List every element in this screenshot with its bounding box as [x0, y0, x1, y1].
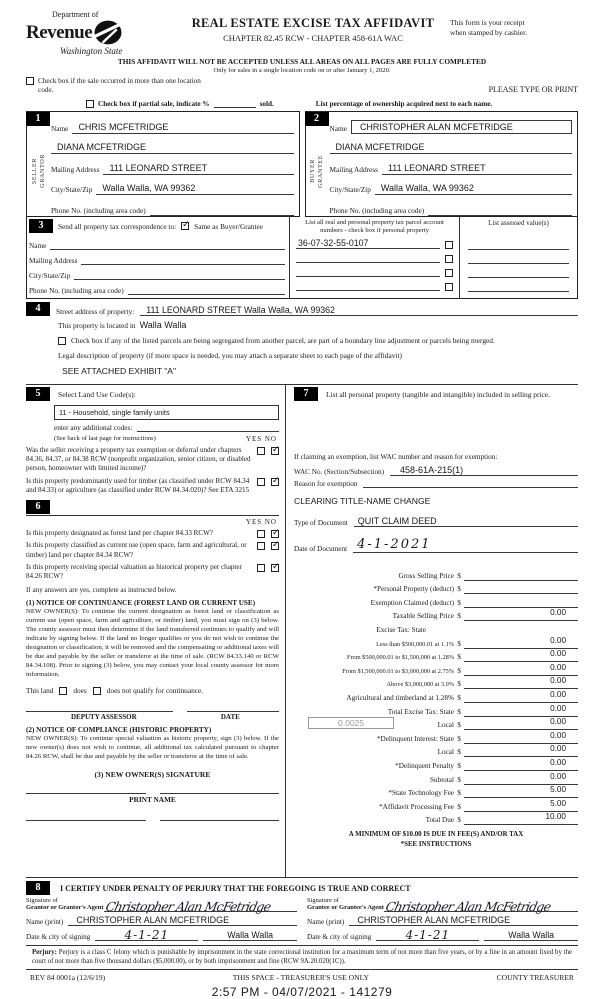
grantor-signature-line[interactable]	[104, 898, 297, 912]
tax-amount-value: 0.00	[550, 730, 566, 740]
this-land-label: This land	[26, 686, 54, 696]
parcel-number-field[interactable]	[296, 276, 440, 277]
assessor-date-label: DATE	[220, 713, 240, 722]
s3-name-field[interactable]	[50, 249, 285, 250]
parcel-number-field[interactable]	[296, 262, 440, 263]
same-as-buyer-checkbox[interactable]	[181, 222, 189, 230]
tax-amount-value: 0.00	[550, 676, 566, 686]
send-correspondence-label: Send all property tax correspondence to:	[58, 221, 177, 231]
assessed-value-field[interactable]	[468, 250, 569, 264]
tax-row-label: From $500,000.01 to $1,500,000 at 1.28%	[346, 654, 454, 662]
tax-row-label: *Delinquent Interest: State	[376, 734, 454, 743]
county-treasurer-label: COUNTY TREASURER	[496, 973, 574, 983]
section-7-number: 7	[294, 387, 318, 401]
form-subtitle: CHAPTER 82.45 RCW - CHAPTER 458-61A WAC	[223, 33, 403, 43]
seller-grantor-side-label: SELLER GRANTOR	[30, 154, 46, 188]
personal-property-checkbox[interactable]	[445, 241, 453, 249]
section-7	[286, 385, 578, 877]
header-only-note: Only for sales in a single location code on or after January 1, 2020.	[213, 67, 391, 74]
seller-grantor-box	[26, 111, 300, 217]
dollar-sign: $	[457, 707, 461, 716]
parcel-row	[296, 263, 453, 277]
tax-amount-value: 0.00	[550, 662, 566, 672]
form-rev-number: REV 84 0001a (12/6/19)	[30, 973, 106, 983]
s3-phone-label: Phone No. (including area code)	[29, 286, 124, 295]
tax-row-label: *State Technology Fee	[388, 789, 454, 798]
exemption-label: If claiming an exemption, list WAC number and reason for exemption:	[294, 453, 498, 461]
dollar-sign: $	[457, 666, 461, 675]
located-label: This property is located in	[58, 321, 136, 330]
tax-amount-value: 0.00	[550, 608, 566, 618]
dollar-sign: $	[457, 816, 461, 825]
grantor-date-city-label: Date & city of signing	[26, 932, 91, 941]
section-4-number: 4	[26, 302, 50, 316]
land-does-not-checkbox[interactable]	[93, 687, 101, 695]
dor-dept-text: Department of	[52, 10, 99, 19]
dollar-sign: $	[457, 653, 461, 662]
tax-row-label: Gross Selling Price	[398, 571, 454, 580]
tax-row-label: Total Excise Tax: State	[387, 707, 454, 716]
assessed-lines	[468, 236, 569, 292]
seller-mailing-field[interactable]: 111 LEONARD STREET	[103, 163, 293, 175]
if-yes-note: If any answers are yes, complete as instructed below.	[26, 586, 177, 595]
land-use-title: Select Land Use Code(s):	[58, 389, 136, 399]
partial-sale-checkbox[interactable]	[86, 100, 94, 108]
grantee-name-print-label: Name (print)	[307, 917, 345, 926]
tax-amount-value: 5.00	[550, 785, 566, 795]
tax-row-label: *Personal Property (deduct)	[373, 585, 454, 594]
s3-city-label: City/State/Zip	[29, 271, 71, 280]
tax-row-label: Excise Tax: State	[376, 625, 426, 634]
certify-statement: I CERTIFY UNDER PENALTY OF PERJURY THAT THE FOREGOING IS TRUE AND CORRECT	[60, 883, 411, 893]
seller-name-field[interactable]: CHRIS MCFETRIDGE	[72, 122, 293, 134]
dollar-sign: $	[457, 598, 461, 607]
tax-rows	[294, 567, 578, 825]
assessed-header: List assessed value(s)	[488, 219, 549, 227]
see-back-note: (See back of last page for instructions)	[54, 435, 156, 442]
owner-signature-line-2[interactable]	[160, 793, 280, 794]
s3-name-label: Name	[29, 241, 47, 250]
dollar-sign: $	[457, 802, 461, 811]
tax-row-label: Above $3,000,000 at 3.0%	[386, 681, 454, 689]
personal-property-title: List all personal property (tangible and intangible) included in selling price.	[326, 389, 550, 399]
personal-property-checkbox[interactable]	[445, 283, 453, 291]
dollar-sign: $	[457, 789, 461, 798]
located-field[interactable]: Walla Walla	[139, 320, 187, 330]
dollar-sign: $	[457, 680, 461, 689]
tax-amount-value: 0.00	[550, 703, 566, 713]
seller-name-label: Name	[51, 123, 69, 133]
personal-property-checkbox[interactable]	[445, 255, 453, 263]
reason-value: CLEARING TITLE-NAME CHANGE	[294, 496, 431, 506]
dollar-sign: $	[457, 571, 461, 580]
see-instructions-note: *SEE INSTRUCTIONS	[400, 840, 472, 848]
tax-amount-value: 0.00	[550, 649, 566, 659]
dor-sub-text: Washington State	[60, 46, 123, 56]
tax-amount-value: 5.00	[550, 798, 566, 808]
dollar-sign: $	[457, 748, 461, 757]
tax-row-label: Agricultural and timberland at 1.28%	[346, 693, 454, 702]
dor-logo	[26, 6, 176, 56]
section-1-number: 1	[26, 112, 50, 126]
s5-question-2: Is this property predominantly used for timber (as classified under RCW 84.34 and 84.33) or agriculture (as classified under RCW 84.34.020)? See ETA 3215	[26, 476, 250, 494]
does-label: does	[73, 686, 87, 696]
ownership-label: List percentage of ownership acquired next to each name.	[315, 100, 493, 108]
partial-sale-percent-field[interactable]	[214, 107, 256, 108]
parcel-row	[296, 235, 453, 249]
s3-mailing-field[interactable]	[81, 264, 285, 265]
dor-wordmark: Revenue	[26, 21, 93, 43]
grantor-name-print-field[interactable]: CHRISTOPHER ALAN MCFETRIDGE	[68, 915, 297, 926]
tax-amount-value: 0.00	[550, 717, 566, 727]
s6-q1-yes-checkbox[interactable]	[257, 530, 265, 538]
header-warning: THIS AFFIDAVIT WILL NOT BE ACCEPTED UNLESS ALL AREAS ON ALL PAGES ARE FULLY COMPLETED	[117, 57, 487, 66]
doc-type-label: Type of Document	[294, 519, 348, 527]
grantor-date-field[interactable]: 4-1-21	[95, 928, 198, 941]
parcel-row	[296, 249, 453, 263]
s6-q2-yes-checkbox[interactable]	[257, 542, 265, 550]
s6-question-2: Is this property classified as current use (open space, farm and agricultural, or timber) land per chapter 84.34 RCW?	[26, 541, 247, 559]
form-title: REAL ESTATE EXCISE TAX AFFIDAVIT	[191, 16, 435, 30]
land-does-checkbox[interactable]	[59, 687, 67, 695]
seller-phone-field[interactable]	[150, 214, 294, 216]
wac-label: WAC No. (Section/Subsection)	[294, 468, 385, 476]
buyer-name-field[interactable]: CHRISTOPHER ALAN MCFETRIDGE	[351, 120, 572, 134]
grantee-date-field[interactable]: 4-1-21	[376, 928, 479, 941]
does-not-label: does not qualify for continuance.	[106, 686, 204, 696]
tax-row-label: Less than $500,000.01 at 1.1%	[376, 640, 454, 648]
partial-sale-sold-label: sold.	[259, 100, 274, 108]
wac-field[interactable]: 458-61A-215(1)	[390, 465, 578, 476]
buyer-grantee-box	[305, 111, 579, 217]
parcel-number-field[interactable]	[296, 290, 440, 291]
doc-date-label: Date of Document	[294, 545, 348, 553]
s5-question-1: Was the seller receiving a property tax exemption or deferral under chapters 84.36, 84.37, or 84.38 RCW (nonprofit organization, senior citizen, or disabled person, homeowner with limited income)?	[26, 446, 251, 473]
section-6-number: 6	[26, 500, 50, 514]
parcel-row	[296, 277, 453, 291]
notice2-title: (2) NOTICE OF COMPLIANCE (HISTORIC PROPERTY)	[26, 726, 212, 735]
deputy-assessor-label: DEPUTY ASSESSOR	[71, 713, 137, 722]
dollar-sign: $	[457, 761, 461, 770]
parcel-number-field[interactable]: 36-07-32-55-0107	[296, 238, 440, 249]
reason-label: Reason for exemption	[294, 480, 358, 488]
section-8-number: 8	[26, 881, 50, 895]
grantee-name-print-field[interactable]: CHRISTOPHER ALAN MCFETRIDGE	[349, 915, 578, 926]
tax-amount-value: 0.00	[550, 689, 566, 699]
segregated-label: Check box if any of the listed parcels are being segregated from another parcel, are part of a boundary line adjustment or parcels being merged.	[71, 336, 495, 345]
s6-q3-no-checkbox[interactable]	[271, 564, 279, 572]
grantee-signature-label: Signature of Grantee or Grantee's Agent	[307, 897, 384, 912]
personal-property-checkbox[interactable]	[445, 269, 453, 277]
tax-amount-value: 0.00	[550, 757, 566, 767]
tax-amount-value: 10.00	[545, 812, 566, 822]
s3-city-field[interactable]	[74, 279, 285, 280]
deputy-assessor-signature-line[interactable]	[26, 711, 173, 712]
buyer-grantee-side-label: BUYER GRANTEE	[309, 154, 324, 188]
s6-question-1: Is this property designated as forest land per chapter 84.33 RCW?	[26, 529, 213, 538]
multi-location-checkbox[interactable]	[26, 77, 34, 85]
dollar-sign: $	[457, 734, 461, 743]
same-as-buyer-label: Same as Buyer/Grantee	[194, 221, 264, 231]
tax-row-label: *Delinquent Penalty	[395, 761, 454, 770]
owner-print-line-1[interactable]	[26, 820, 146, 821]
multi-location-label: Check box if the sale occurred in more than one location code.	[38, 77, 201, 94]
section-8	[26, 878, 578, 941]
street-address-label: Street address of property:	[56, 307, 135, 316]
receipt-note: This form is your receipt when stamped by cashier.	[450, 18, 528, 38]
segregated-checkbox[interactable]	[58, 337, 66, 345]
s6-q3-yes-checkbox[interactable]	[257, 564, 265, 572]
parcel-header: List all real and personal property tax parcel account numbers - check box if personal property	[305, 219, 444, 235]
tax-row-label: Subtotal	[430, 775, 454, 784]
owner-signature-line-1[interactable]	[26, 793, 146, 794]
grantor-city-field[interactable]: Walla Walla	[203, 930, 297, 941]
grantor-signature-label: Signature of Grantor or Grantor's Agent	[26, 897, 104, 912]
form-header	[26, 6, 578, 56]
parcel-lines	[296, 235, 453, 291]
dollar-sign: $	[457, 721, 461, 730]
buyer-city-label: City/State/Zip	[329, 185, 371, 195]
buyer-phone-label: Phone No. (including area code)	[329, 205, 425, 215]
grantor-signature: Christopher Alan McFetridge	[103, 898, 272, 914]
legal-description-label: Legal description of property (if more space is needed, you may attach a separate sheet to each page of the affidavit)	[58, 351, 402, 360]
tax-row-label: From $1,500,000.01 to $3,000,000 at 2.75%	[342, 667, 454, 675]
section-2-number: 2	[305, 112, 329, 126]
owner-print-line-2[interactable]	[160, 820, 280, 821]
grantee-date-city-label: Date & city of signing	[307, 932, 372, 941]
street-address-field[interactable]: 111 LEONARD STREET Walla Walla, WA 99362	[140, 305, 578, 316]
dor-swirl-icon	[92, 19, 124, 46]
s5-q1-no-checkbox[interactable]	[271, 447, 279, 455]
tax-amount-field[interactable]	[464, 806, 578, 825]
seller-city-field[interactable]: Walla Walla, WA 99362	[96, 183, 293, 195]
tax-amount-field[interactable]	[464, 602, 578, 621]
s5-q2-yes-checkbox[interactable]	[257, 478, 265, 486]
grantee-signature-line[interactable]	[384, 898, 578, 912]
notice2-body: NEW OWNER(S): To continue special valuation as historic property, sign (3) below. If the new owner(s) does not wish to continue, all additional tax calculated pursuant to chapter 84.26 RCW, shall be due and payable by the seller or transferor at the time of sale.	[26, 735, 279, 761]
section-3-number: 3	[29, 219, 53, 233]
section-5-number: 5	[26, 387, 50, 401]
land-use-code-field[interactable]: 11 - Household, single family units	[54, 405, 279, 420]
dollar-sign: $	[457, 612, 461, 621]
tax-amount-value: 0.00	[550, 744, 566, 754]
s6-q1-no-checkbox[interactable]	[271, 530, 279, 538]
dollar-sign: $	[457, 585, 461, 594]
cashier-stamp: 2:57 PM - 04/07/2021 - 141279	[211, 985, 393, 999]
additional-codes-label: enter any additional codes:	[54, 423, 133, 432]
print-name-label: PRINT NAME	[129, 795, 176, 805]
s3-phone-field[interactable]	[128, 294, 285, 295]
doc-type-field[interactable]: QUIT CLAIM DEED	[354, 516, 578, 527]
local-rate-box: 0.0025	[308, 717, 394, 729]
assessed-value-field[interactable]	[468, 236, 569, 250]
tax-row	[294, 812, 578, 826]
buyer-name2-field[interactable]: DIANA MCFETRIDGE	[330, 142, 573, 154]
left-column: 5 Select Land Use Code(s): 11 - Household, single family units enter any additional codes: (See back of last page for instructions) YES NO Was the seller receiving a property tax exemption or deferral under chapters 84.36, 84.37, or 84.38 RCW (nonprofit organization, senior citizen, or disabled person, homeowner with limited income)? ✓ Is this property predominantly used for timber (as classified under RCW 84.34 and 84.33) or agriculture (as classified under RCW 84.34.020)? See ETA 3215 ✓ 6 YES NO Is this property designated as forest land per chapter 84.33 RCW? ✓ Is this property classified as current use (open space, farm and agricultural, or timber) land per chapter 84.34 RCW? ✓ Is this property receiving special valuation as historical property per chapter 84.26 RCW? ✓ If any answers are yes, complete as instructed below. (1) NOTICE OF CONTINUANCE (FOREST LAND OR CURRENT USE) NEW OWNER(S): To continue the current designation as forest land or classification as current use (open space, farm and agriculture, or timber) land, you must sign on (3) below. The county assessor must then determine if the land transferred continues to qualify and will indicate by signing below. If the land no longer qualifies or you do not wish to continue the designation or classification, it will be removed and the compensating or additional taxes will be due and payable by the seller or transferor at the time of sale. (RCW 84.33.140 or RCW 84.34.108). Prior to signing (3) below, you may contact your local county assessor for more information. This land does does not qualify for continuance. DEPUTY ASSESSOR DATE (2) NOTICE OF COMPLIANCE (HISTORIC PROPERTY) NEW OWNER(S): To continue special valuation as historic property, sign (3) below. If the new owner(s) does not wish to continue, all additional tax calculated pursuant to chapter 84.26 RCW, shall be due and payable by the seller or transferor at the time of sale. (3) NEW OWNER(S) SIGNATURE PRINT NAME	[26, 385, 286, 877]
grantee-city-field[interactable]: Walla Walla	[484, 930, 578, 941]
tax-row-label: Exemption Claimed (deduct)	[370, 598, 454, 607]
buyer-mailing-label: Mailing Address	[329, 164, 378, 174]
tax-row-label: Local	[437, 721, 454, 730]
notice1-body: NEW OWNER(S): To continue the current designation as forest land or classification as current use (open space, farm and agriculture, or timber) land, you must sign on (3) below. The county assessor must then determine if the land transferred continues to qualify and will indicate by signing below. If the land no longer qualifies or you do not wish to continue the designation or classification, it will be removed and the compensating or additional taxes will be due and payable by the seller or transferor at the time of sale. (RCW 84.33.140 or RCW 84.34.108). Prior to signing (3) below, you may contact your local county assessor for more information.	[26, 608, 279, 678]
buyer-name-label: Name	[329, 123, 347, 133]
tax-row	[294, 608, 578, 622]
treasurer-space-label: THIS SPACE - TREASURER'S USE ONLY	[232, 973, 369, 983]
notice1-title: (1) NOTICE OF CONTINUANCE (FOREST LAND OR CURRENT USE)	[26, 599, 256, 608]
tax-amount-value: 0.00	[550, 771, 566, 781]
s6-question-3: Is this property receiving special valuation as historical property per chapter 84.26 RCW?	[26, 562, 242, 580]
dollar-sign: $	[457, 775, 461, 784]
s5-q1-yes-checkbox[interactable]	[257, 447, 265, 455]
tax-row-label: *Affidavit Processing Fee	[379, 802, 454, 811]
reason-field[interactable]	[363, 487, 578, 488]
new-owner-signature-title: (3) NEW OWNER(S) SIGNATURE	[94, 770, 211, 780]
doc-date-field[interactable]: 4-1-2021	[353, 537, 578, 553]
seller-city-label: City/State/Zip	[51, 185, 93, 195]
s5-q2-no-checkbox[interactable]	[271, 478, 279, 486]
buyer-mailing-field[interactable]: 111 LEONARD STREET	[382, 163, 572, 175]
dollar-sign: $	[457, 639, 461, 648]
section-4	[26, 299, 578, 378]
section-3	[26, 217, 578, 299]
seller-phone-label: Phone No. (including area code)	[51, 205, 146, 215]
buyer-city-field[interactable]: Walla Walla, WA 99362	[375, 183, 572, 195]
dollar-sign: $	[457, 693, 461, 702]
tax-amount-value: 0.00	[550, 635, 566, 645]
perjury-notice: Perjury: Perjury is a class C felony which is punishable by imprisonment in the state correctional institution for a maximum term of not more than five years, or by a fine in an amount fixed by the court of not more than five thousand dollars ($5,000.00), or by both imprisonment and fine (RCW 9A.20.020(1C)).	[26, 945, 578, 970]
legal-description-value: SEE ATTACHED EXHIBIT "A"	[62, 366, 177, 376]
seller-name2-field[interactable]: DIANA MCFETRIDGE	[51, 142, 294, 154]
tax-row-label: Local	[437, 748, 454, 757]
minimum-note: A MINIMUM OF $10.00 IS DUE IN FEE(S) AND/OR TAX	[348, 831, 524, 839]
assessed-value-field[interactable]	[468, 264, 569, 278]
s3-mailing-label: Mailing Address	[29, 256, 78, 265]
type-or-print-label: PLEASE TYPE OR PRINT	[488, 85, 578, 94]
tax-row-label: Taxable Selling Price	[392, 612, 454, 621]
additional-codes-field[interactable]	[137, 431, 279, 432]
tax-row-label: Total Due	[425, 816, 454, 825]
partial-sale-label: Check box if partial sale, indicate %	[98, 100, 210, 108]
s6-q2-no-checkbox[interactable]	[271, 542, 279, 550]
grantee-signature: Christopher Alan McFetridge	[384, 898, 553, 914]
assessor-date-line[interactable]	[187, 711, 279, 712]
seller-mailing-label: Mailing Address	[51, 164, 100, 174]
grantor-name-print-label: Name (print)	[26, 917, 64, 926]
buyer-phone-field[interactable]	[428, 214, 572, 216]
assessed-value-field[interactable]	[468, 278, 569, 292]
